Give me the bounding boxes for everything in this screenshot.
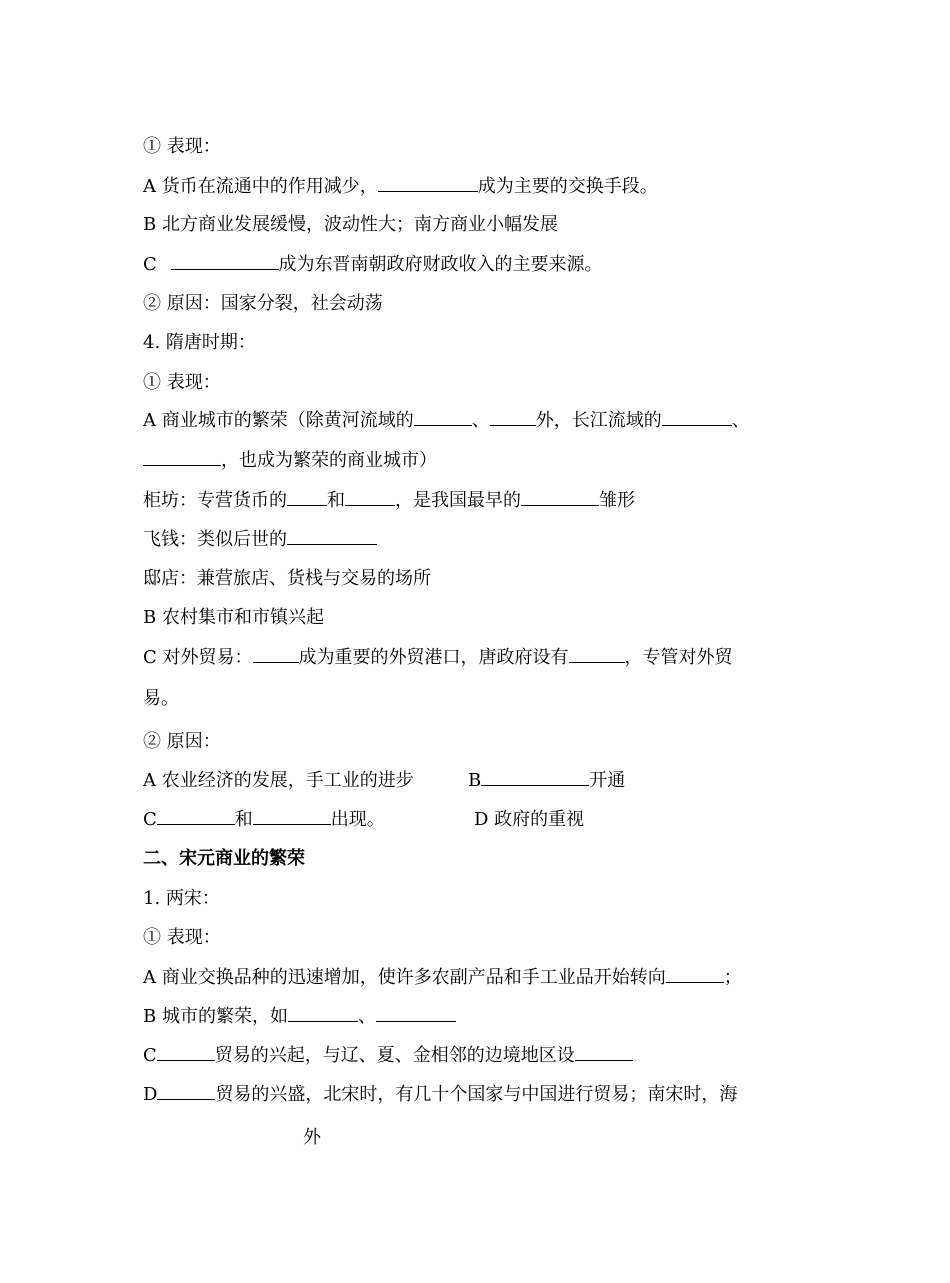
- text-line: [143, 134, 221, 160]
- text-line: [143, 291, 383, 317]
- text-line: [143, 566, 431, 592]
- line-text: 开通: [589, 770, 626, 791]
- answer-blank[interactable]: [253, 661, 299, 663]
- line-text: 出现。: [330, 809, 385, 830]
- answer-blank[interactable]: [481, 784, 589, 786]
- line-text: ② 原因：: [143, 731, 221, 752]
- line-text: A 商业城市的繁荣（除黄河流域的: [143, 410, 414, 431]
- line-text: D 政府的重视: [474, 809, 585, 830]
- text-line: [143, 370, 221, 396]
- text-line: [143, 729, 221, 755]
- line-text: 和: [327, 490, 345, 511]
- line-text: 外，长江流域的: [535, 410, 662, 431]
- line-text: A 货币在流通中的作用减少，: [143, 176, 378, 197]
- line-text: ，专管对外贸: [624, 647, 733, 668]
- line-text: 雏形: [599, 490, 635, 511]
- line-text: 1. 两宋：: [143, 888, 220, 909]
- text-line: [143, 527, 377, 553]
- line-text: B 城市的繁荣，如: [143, 1006, 288, 1027]
- answer-blank[interactable]: [490, 424, 536, 426]
- answer-blank[interactable]: [143, 464, 221, 466]
- line-text: D: [143, 1084, 158, 1105]
- answer-blank[interactable]: [414, 424, 472, 426]
- line-text: B 北方商业发展缓慢，波动性大；南方商业小幅发展: [143, 214, 558, 235]
- answer-blank[interactable]: [287, 543, 377, 545]
- line-text: 和: [234, 809, 253, 830]
- text-line: [143, 1004, 456, 1030]
- line-text: 柜坊：专营货币的: [143, 490, 287, 511]
- line-text: B 农村集市和市镇兴起: [143, 607, 324, 628]
- text-line: [143, 408, 750, 434]
- text-line: [143, 645, 733, 671]
- text-line: [143, 1043, 633, 1069]
- section-heading: [143, 886, 220, 912]
- line-text: 、: [731, 410, 750, 431]
- line-text: 贸易的兴起，与辽、夏、金相邻的边境地区设: [214, 1045, 575, 1066]
- line-text: 4. 隋唐时期：: [143, 332, 256, 353]
- line-text: 飞钱：类似后世的: [143, 529, 287, 550]
- text-line: [143, 768, 414, 794]
- line-text: 、: [357, 1006, 376, 1027]
- line-text: C 对外贸易：: [143, 647, 253, 668]
- line-text: 成为东晋南朝政府财政收入的主要来源。: [278, 254, 603, 275]
- section-heading: [143, 846, 305, 872]
- answer-blank[interactable]: [253, 823, 331, 825]
- line-text: 成为主要的交换手段。: [477, 176, 658, 197]
- line-text: ，也成为繁荣的商业城市）: [221, 450, 437, 471]
- answer-blank[interactable]: [157, 1059, 215, 1061]
- text-line: [143, 448, 437, 474]
- line-text: ，是我国最早的: [395, 490, 521, 511]
- text-line: [474, 807, 584, 833]
- line-text: 二、宋元商业的繁荣: [143, 848, 305, 869]
- line-text: ① 表现：: [143, 372, 221, 393]
- text-line: [143, 925, 221, 951]
- line-text: A 农业经济的发展，手工业的进步: [143, 770, 414, 791]
- text-line: [143, 488, 635, 514]
- answer-blank[interactable]: [288, 1020, 358, 1022]
- answer-blank[interactable]: [171, 268, 279, 270]
- text-line: [143, 252, 603, 278]
- answer-blank[interactable]: [521, 504, 599, 506]
- line-text: ；: [723, 967, 742, 988]
- text-line: [143, 1082, 737, 1108]
- line-text: 外: [303, 1127, 321, 1148]
- line-text: ① 表现：: [143, 927, 221, 948]
- line-text: ② 原因：国家分裂，社会动荡: [143, 293, 383, 314]
- answer-blank[interactable]: [157, 823, 235, 825]
- line-text: A 商业交换品种的迅速增加，使许多农副产品和手工业品开始转向: [143, 967, 666, 988]
- line-text: 邸店：兼营旅店、货栈与交易的场所: [143, 568, 431, 589]
- text-line: [468, 768, 625, 794]
- text-line: [143, 174, 658, 200]
- text-line: [143, 965, 742, 991]
- line-text: C: [143, 254, 163, 275]
- line-text: ① 表现：: [143, 136, 221, 157]
- section-heading: [143, 330, 256, 356]
- line-text: 、: [471, 410, 490, 431]
- answer-blank[interactable]: [662, 424, 732, 426]
- answer-blank[interactable]: [378, 190, 478, 192]
- answer-blank[interactable]: [376, 1020, 456, 1022]
- text-line: [143, 605, 324, 631]
- line-text: B: [468, 770, 482, 791]
- text-line: [303, 1125, 321, 1151]
- line-text: 成为重要的外贸港口，唐政府设有: [298, 647, 569, 668]
- text-line: [143, 686, 179, 712]
- line-text: 易。: [143, 688, 179, 709]
- text-line: [143, 212, 558, 238]
- line-text: 贸易的兴盛，北宋时，有几十个国家与中国进行贸易；南宋时，海: [215, 1084, 738, 1105]
- answer-blank[interactable]: [569, 661, 625, 663]
- line-text: C: [143, 809, 157, 830]
- answer-blank[interactable]: [287, 504, 327, 506]
- text-line: [143, 807, 385, 833]
- line-text: C: [143, 1045, 157, 1066]
- answer-blank[interactable]: [345, 504, 395, 506]
- answer-blank[interactable]: [575, 1059, 633, 1061]
- answer-blank[interactable]: [666, 981, 724, 983]
- answer-blank[interactable]: [157, 1098, 215, 1100]
